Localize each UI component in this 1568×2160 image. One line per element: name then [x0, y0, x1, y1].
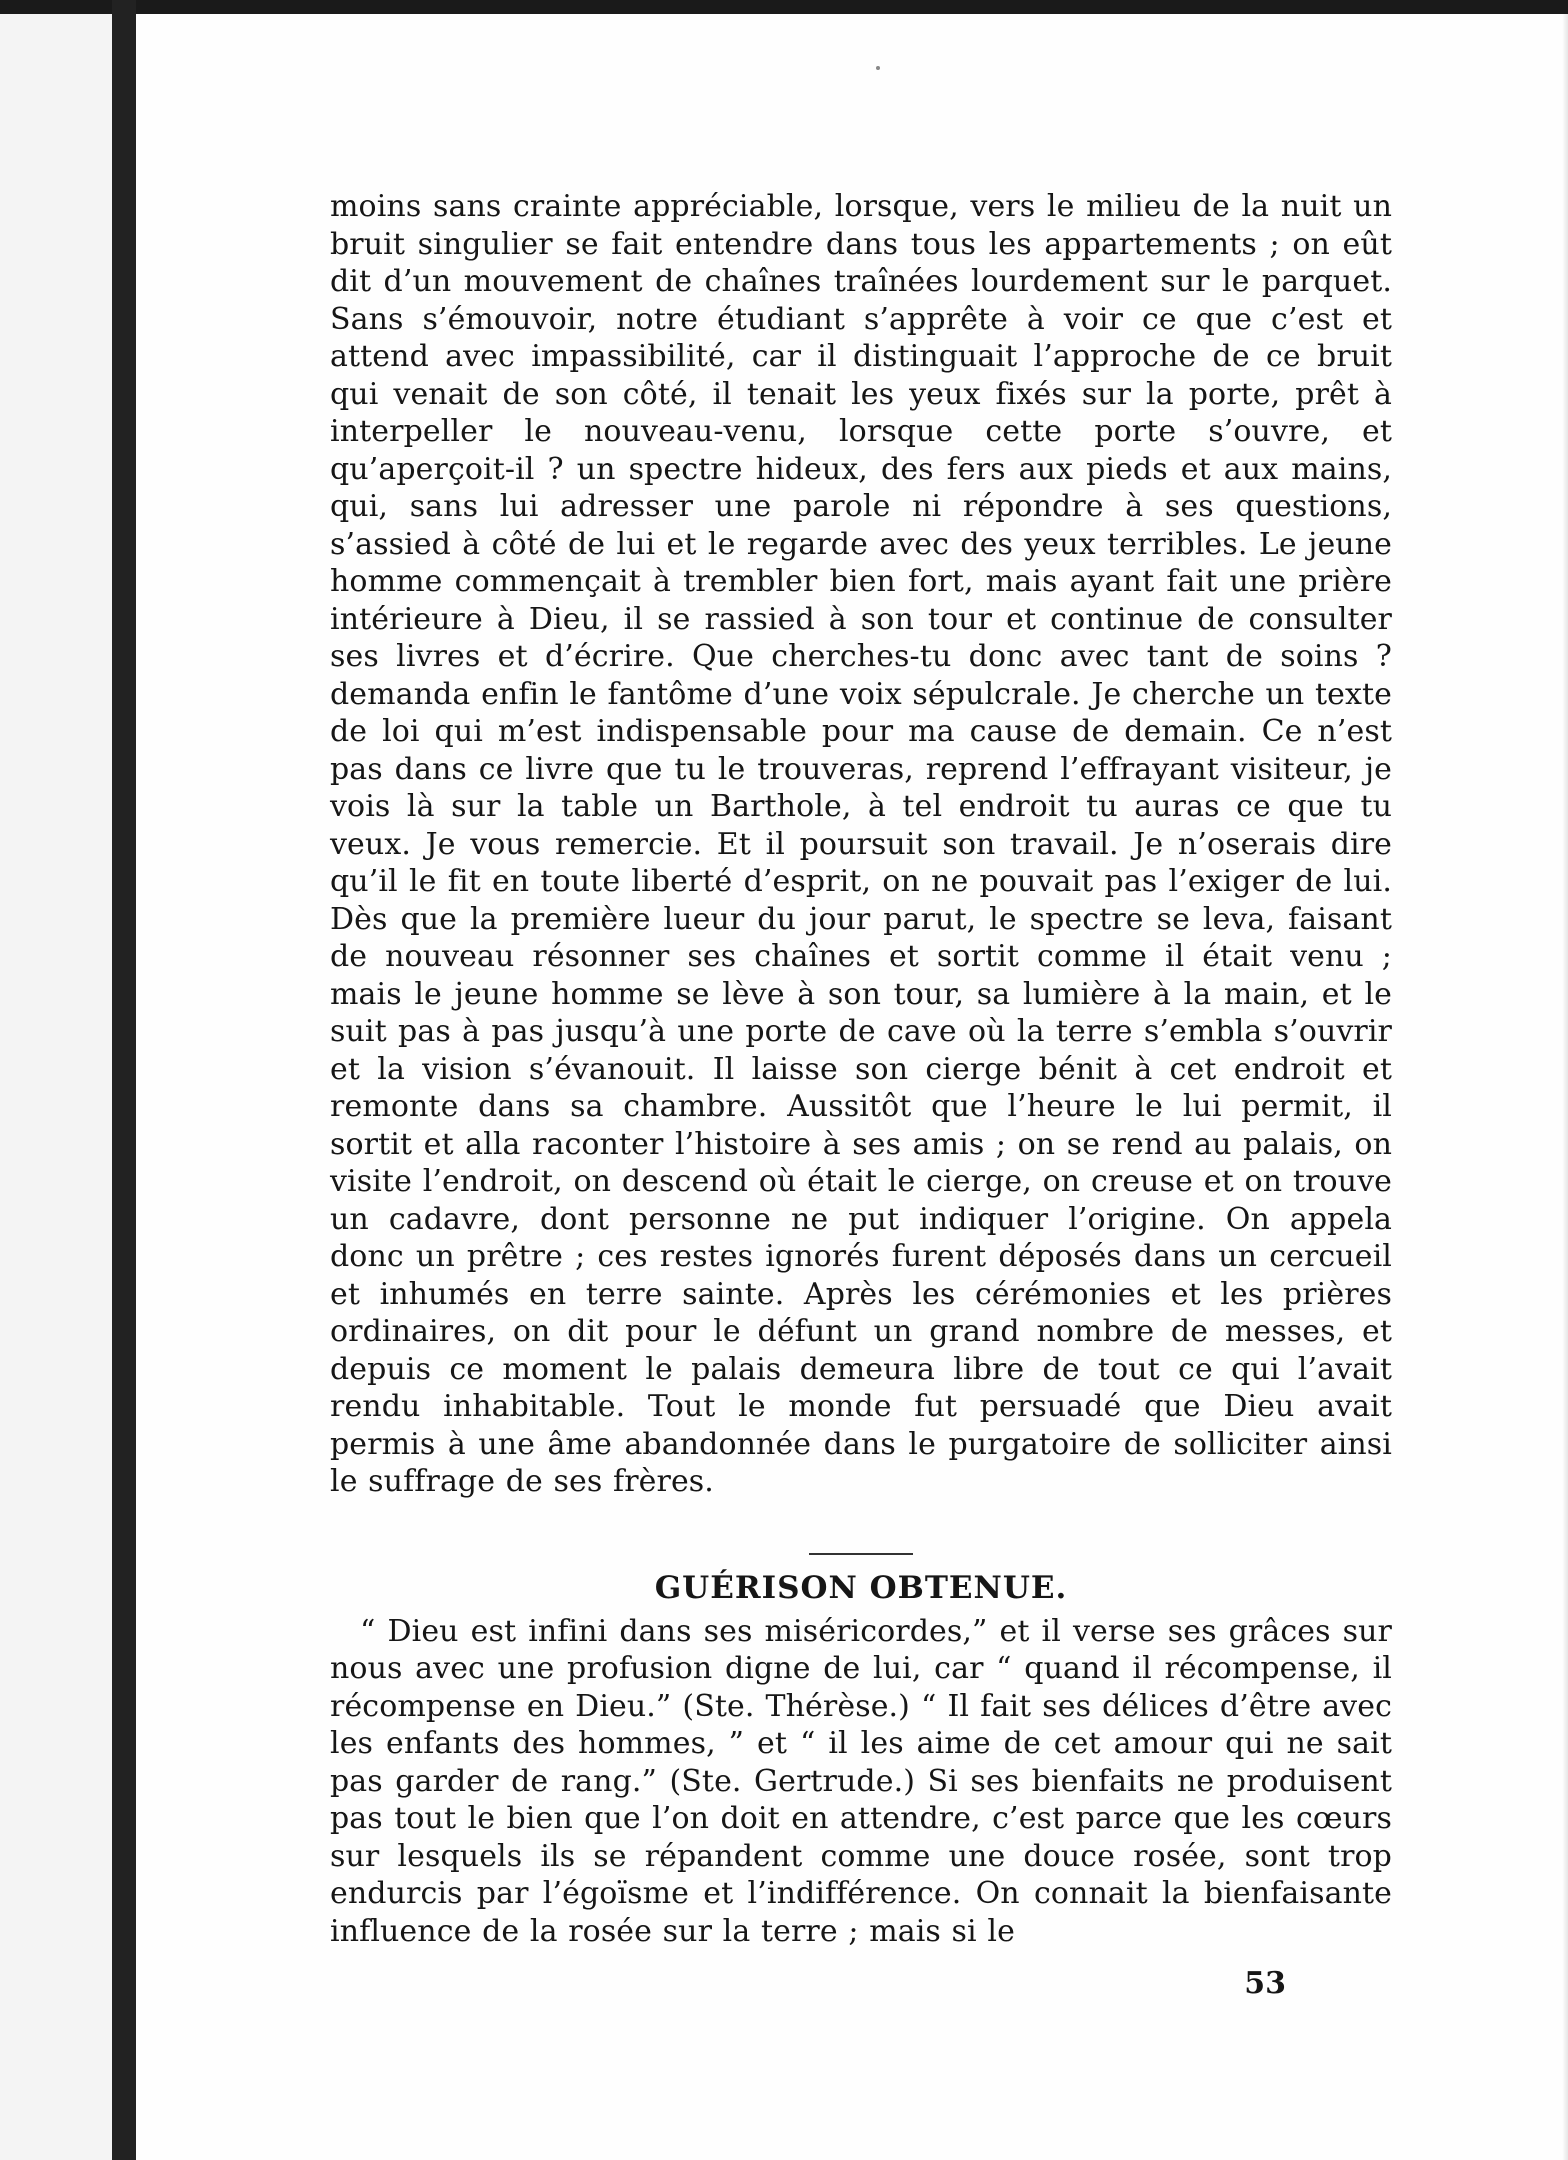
page-number: 53 [1244, 1966, 1286, 2001]
section-divider [809, 1553, 913, 1555]
scan-top-border [0, 0, 1568, 14]
facing-page-edge [0, 14, 113, 2160]
section-heading: GUÉRISON OBTENUE. [654, 1569, 1068, 1606]
body-paragraph: moins sans crainte appréciable, lorsque, vers le milieu de la nuit un bruit singulier se fait entendre dans tous les appartements ; on eût dit d’un mouvement de chaînes traînées lourdement sur le parquet. Sans s’émouvoir, notre étudiant s’apprête à voir ce que c’est et attend avec impassibilité, car il distinguait l’approche de ce bruit qui venait de son côté, il tenait les yeux fixés sur la porte, prêt à interpeller le nouveau-venu, lorsque cette porte s’ouvre, et qu’aperçoit-il ? un spectre hideux, des fers aux pieds et aux mains, qui, sans lui adresser une parole ni répondre à ses questions, s’assied à côté de lui et le regarde avec des yeux terribles. Le jeune homme commençait à trembler bien fort, mais ayant fait une prière intérieure à Dieu, il se rassied à son tour et continue de consulter ses livres et d’écrire. Que cherches-tu donc avec tant de soins ? demanda enfin le fantôme d’une voix sépulcrale. Je cherche un texte de loi qui m’est indispensable pour ma cause de demain. Ce n’est pas dans ce livre que tu le trouveras, reprend l’effrayant visiteur, je vois là sur la table un Barthole, à tel endroit tu auras ce que tu veux. Je vous remercie. Et il poursuit son travail. Je n’oserais dire qu’il le fit en toute liberté d’esprit, on ne pouvait pas l’exiger de lui. Dès que la première lueur du jour parut, le spectre se leva, faisant de nouveau résonner ses chaînes et sortit comme il était venu ; mais le jeune homme se lève à son tour, sa lumière à la main, et le suit pas à pas jusqu’à une porte de cave où la terre s’embla s’ouvrir et la vision s’évanouit. Il laisse son cierge bénit à cet endroit et remonte dans sa chambre. Aussitôt que l’heure le lui permit, il sortit et alla raconter l’histoire à ses amis ; on se rend au palais, on visite l’endroit, on descend où était le cierge, on creuse et on trouve un cadavre, dont personne ne put indiquer l’origine. On appela donc un prêtre ; ces restes ignorés furent déposés dans un cercueil et inhumés en terre sainte. Après les cérémonies et les prières ordinaires, on dit pour le défunt un grand nombre de messes, et depuis ce moment le palais demeura libre de tout ce qui l’avait rendu inhabitable. Tout le monde fut persuadé que Dieu avait permis à une âme abandonnée dans le purgatoire de solliciter ainsi le suffrage de ses frères. [330, 189, 1392, 1499]
speck-mark [876, 66, 880, 70]
page-edge-shadow [1562, 14, 1568, 2160]
book-spine-shadow [112, 0, 136, 2160]
body-paragraph-2: “ Dieu est infini dans ses miséricordes,” et il verse ses grâces sur nous avec une profusion digne de lui, car “ quand il récompense, il récompense en Dieu.” (Ste. Thérèse.) “ Il fait ses délices d’être avec les enfants des hommes, ” et “ il les aime de cet amour qui ne sait pas garder de rang.” (Ste. Gertrude.) Si ses bienfaits ne produisent pas tout le bien que l’on doit en attendre, c’est parce que les cœurs sur lesquels ils se répandent comme une douce rosée, sont trop endurcis par l’égoïsme et l’indifférence. On connait la bienfaisante influence de la rosée sur la terre ; mais si le [330, 1613, 1392, 1949]
text-block [330, 188, 1392, 1950]
